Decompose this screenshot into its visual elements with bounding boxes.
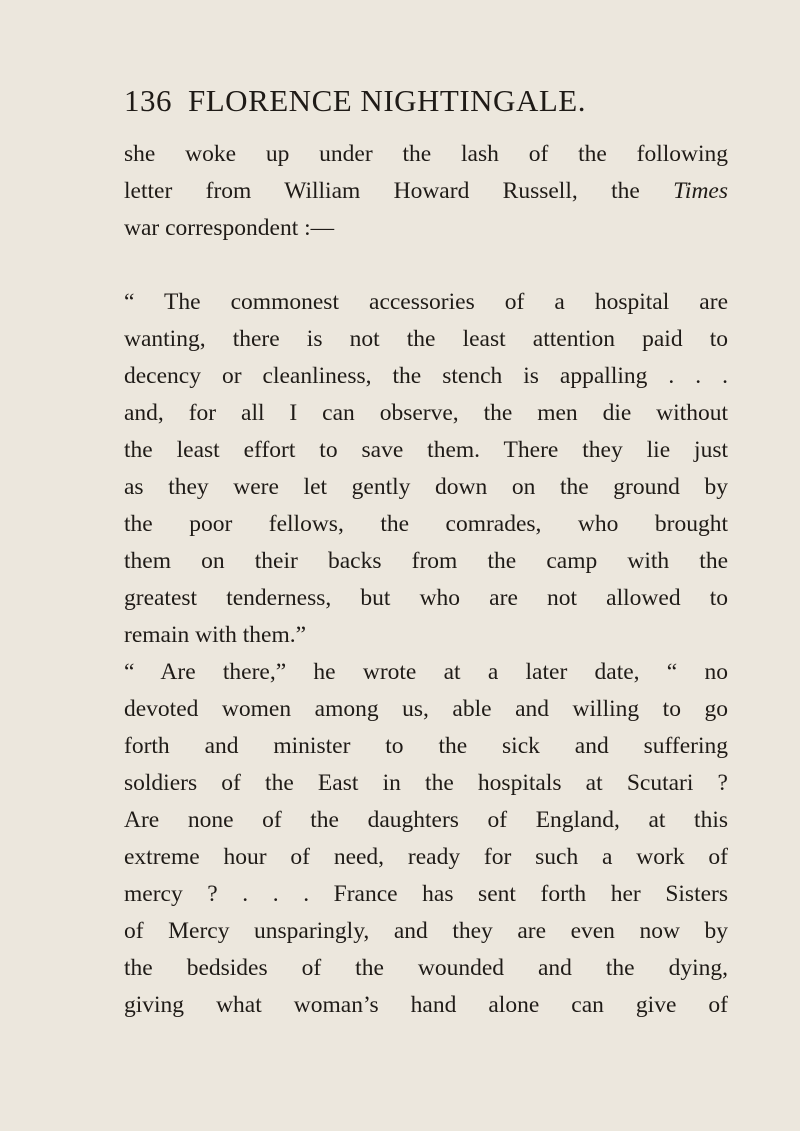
quote-line: decency or cleanliness, the stench is appalling . . . (124, 363, 728, 389)
quote-line: wanting, there is not the least attention paid to (124, 326, 728, 352)
quote-line: giving what woman’s hand alone can give of (124, 992, 728, 1018)
quote-line: and, for all I can observe, the men die without (124, 400, 728, 426)
quote-line: them on their backs from the camp with the (124, 548, 728, 574)
text-segment: letter from William Howard Russell, the (124, 178, 674, 204)
quote-line: as they were let gently down on the ground by (124, 474, 728, 500)
newspaper-title: Times (673, 178, 728, 204)
quote-line: “ The commonest accessories of a hospital are (124, 289, 728, 315)
running-title: FLORENCE NIGHTINGALE. (188, 83, 586, 118)
text-line: she woke up under the lash of the following (124, 141, 728, 167)
quote-line: forth and minister to the sick and suffering (124, 733, 728, 759)
quote-line: mercy ? . . . France has sent forth her Sisters (124, 881, 728, 907)
quote-line: extreme hour of need, ready for such a work of (124, 844, 728, 870)
quote-line: devoted women among us, able and willing to go (124, 696, 728, 722)
body-text (124, 136, 728, 1024)
quote-line: the poor fellows, the comrades, who brought (124, 511, 728, 537)
quote-line: the least effort to save them. There they lie just (124, 437, 728, 463)
text-line: war correspondent :— (124, 215, 335, 241)
quote-line: remain with them.” (124, 622, 307, 648)
quote-line: the bedsides of the wounded and the dying, (124, 955, 728, 981)
quote-line: “ Are there,” he wrote at a later date, “ no (124, 659, 728, 685)
page-number: 136 (124, 83, 172, 118)
quote-line: of Mercy unsparingly, and they are even now by (124, 918, 728, 944)
quote-line: greatest tenderness, but who are not allowed to (124, 585, 728, 611)
quote-line: Are none of the daughters of England, at this (124, 807, 728, 833)
paragraph-gap (124, 247, 728, 284)
text-line (124, 173, 728, 210)
quote-line: soldiers of the East in the hospitals at Scutari ? (124, 770, 728, 796)
running-header (124, 76, 586, 126)
